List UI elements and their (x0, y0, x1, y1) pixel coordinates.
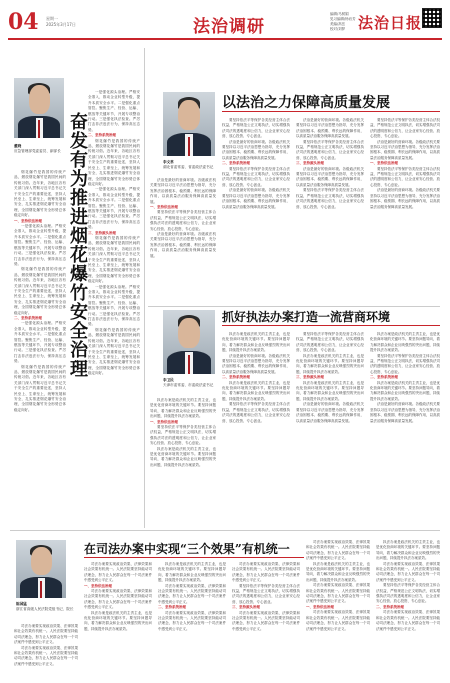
article-1-title: 奋发有为推进烟花爆竹安全治理 (67, 112, 88, 378)
author-photo-4 (16, 540, 66, 598)
author-caption-4: 陈国猛 浙江省高级人民法院党组书记、院长 (16, 602, 74, 611)
article-4-title-rule (84, 557, 304, 558)
article-4-text-col-f: 执法办案是政法机关的主责主业，也是优化营商环境的关键环节。要坚持问题导向，着力解决群众和企业反映强烈的突出问题，持续提升执法办案质效。 司法办案要实现政治效果、法律效果和社会效果有机统一。人民法院要坚持能动司法理念，努力让人民群众在每一个司法案件中感受到公平正义。 要坚持依法平等保护各类经营主体合法权益，严格规范公正文明执法，切实增强执法司法的透明度和公信力，让企业家安心经营、放心投资、专心创业。 二、坚持系统治理 司法办案要实现政治效果、法律效果和社会效果有机统一。人民法院要坚持能动司法理念，努力让人民群众在每一个司法案件中感受到公平正义。 (376, 540, 440, 631)
article-3-text-col-a: 执法办案是政法机关的主责主业，也是优化营商环境的关键环节。要坚持问题导向，着力解决群众和企业反映强烈的突出问题，持续提升执法办案质效。 一、坚持依法治理 要坚持依法平等保护各类经营主体合法权益，严格规范公正文明执法，切实增强执法司法的透明度和公信力，让企业家安心经营、放心投资、专心创业。 执法办案是政法机关的主责主业，也是优化营商环境的关键环节。要坚持问题导向，着力解决群众和企业反映强烈的突出问题，持续提升执法办案质效。 (150, 398, 216, 467)
section-title: 法治调研 (193, 17, 265, 37)
article-3-title: 抓好执法办案打造一流营商环境 (222, 310, 391, 324)
bottom-section-divider (10, 530, 440, 531)
issue-date: 星期一 2025年3月17日 (46, 16, 76, 27)
page-header (8, 6, 442, 42)
article-2-text-col-b: 要坚持依法平等保护各类经营主体合法权益，严格规范公正文明执法，切实增强执法司法的透明度和公信力，让企业家安心经营、放心投资、专心创业。 法治是最好的营商环境。各级政法机关要坚持以习近平法治思想为指导，充分发挥法治固根本、稳预期、利长远的保障作用，以高质量法治服务保障高质量发展。 二、坚持系统治理 要坚持依法平等保护各类经营主体合法权益，严格规范公正文明执法，切实增强执法司法的透明度和公信力，让企业家安心经营、放心投资、专心创业。 法治是最好的营商环境。各级政法机关要坚持以习近平法治思想为指导，充分发挥法治固根本、稳预期、利长远的保障作用，以高质量法治服务保障高质量发展。 (222, 118, 290, 209)
article-2-title-rule (222, 111, 440, 112)
header-rule (8, 38, 442, 40)
article-3-text-col-c: 要坚持依法平等保护各类经营主体合法权益，严格规范公正文明执法，切实增强执法司法的透明度和公信力，让企业家安心经营、放心投资、专心创业。 执法办案是政法机关的主责主业，也是优化营商环境的关键环节。要坚持问题导向，着力解决群众和企业反映强烈的突出问题，持续提升执法办案质效。 三、坚持源头治理 执法办案是政法机关的主责主业，也是优化营商环境的关键环节。要坚持问题导向，着力解决群众和企业反映强烈的突出问题，持续提升执法办案质效。 法治是最好的营商环境。各级政法机关要坚持以习近平法治思想为指导，充分发挥法治固根本、稳预期、利长远的保障作用，以高质量法治服务保障高质量发展。 (296, 332, 364, 423)
article-4-text-col-a: 司法办案要实现政治效果、法律效果和社会效果有机统一。人民法院要坚持能动司法理念，努力让人民群众在每一个司法案件中感受到公平正义。 司法办案要实现政治效果、法律效果和社会效果有机统一。人民法院要坚持能动司法理念，努力让人民群众在每一个司法案件中感受到公平正义。 (14, 624, 78, 666)
section-divider (148, 306, 440, 307)
column-divider (144, 48, 145, 528)
editor-info: 编辑/马树娟 见习编辑/杨岩芳 美编/高岳 校对/刘梦 (330, 12, 356, 31)
article-1-text-col-b: 一是强化源头治理。严格安全准入，推动企业转型升级，提升本质安全水平。二是强化重点管控。聚焦生产、经营、运输、燃放等关键环节，开展专项整治行动。三是强化执法检查。严厉打击非法违法行为，保持高压态势。 二、坚持系统治理 烟花爆竹是我国的传统产品，燃放烟花爆竹是我国民间的传统习俗。近年来，各地区各有关部门深入贯彻习近平总书记关于安全生产的重要论述，坚持人民至上、生命至上，统筹发展和安全，扎实推进烟花爆竹安全治理，全国烟花爆竹安全形势总体稳定向好。 一是强化源头治理。严格安全准入，推动企业转型升级，提升本质安全水平。二是强化重点管控。聚焦生产、经营、运输、燃放等关键环节，开展专项整治行动。三是强化执法检查。严厉打击非法违法行为，保持高压态势。 三、坚持源头治理 烟花爆竹是我国的传统产品，燃放烟花爆竹是我国民间的传统习俗。近年来，各地区各有关部门深入贯彻习近平总书记关于安全生产的重要论述，坚持人民至上、生命至上，统筹发展和安全，扎实推进烟花爆竹安全治理，全国烟花爆竹安全形势总体稳定向好。 一是强化源头治理。严格安全准入，推动企业转型升级，提升本质安全水平。二是强化重点管控。聚焦生产、经营、运输、燃放等关键环节，开展专项整治行动。三是强化执法检查。严厉打击非法违法行为，保持高压态势。 烟花爆竹是我国的传统产品，燃放烟花爆竹是我国民间的传统习俗。近年来，各地区各有关部门深入贯彻习近平总书记关于安全生产的重要论述，坚持人民至上、生命至上，统筹发展和安全，扎实推进烟花爆竹安全治理，全国烟花爆竹安全形势总体稳定向好。 (88, 90, 140, 376)
qr-code-icon (422, 8, 442, 28)
article-2-title: 以法治之力保障高质量发展 (222, 95, 390, 111)
article-3-text-col-d: 执法办案是政法机关的主责主业，也是优化营商环境的关键环节。要坚持问题导向，着力解决群众和企业反映强烈的突出问题，持续提升执法办案质效。 要坚持依法平等保护各类经营主体合法权益，严格规范公正文明执法，切实增强执法司法的透明度和公信力，让企业家安心经营、放心投资、专心创业。 二、坚持系统治理 执法办案是政法机关的主责主业，也是优化营商环境的关键环节。要坚持问题导向，着力解决群众和企业反映强烈的突出问题，持续提升执法办案质效。 法治是最好的营商环境。各级政法机关要坚持以习近平法治思想为指导，充分发挥法治固根本、稳预期、利长远的保障作用，以高质量法治服务保障高质量发展。 (370, 332, 440, 423)
article-2-text-col-c: 法治是最好的营商环境。各级政法机关要坚持以习近平法治思想为指导，充分发挥法治固根本、稳预期、利长远的保障作用，以高质量法治服务保障高质量发展。 要坚持依法平等保护各类经营主体合法权益，严格规范公正文明执法，切实增强执法司法的透明度和公信力，让企业家安心经营、放心投资、专心创业。 三、坚持源头治理 法治是最好的营商环境。各级政法机关要坚持以习近平法治思想为指导，充分发挥法治固根本、稳预期、利长远的保障作用，以高质量法治服务保障高质量发展。 要坚持依法平等保护各类经营主体合法权益，严格规范公正文明执法，切实增强执法司法的透明度和公信力，让企业家安心经营、放心投资、专心创业。 (296, 118, 364, 209)
article-1-text-col-a: 烟花爆竹是我国的传统产品，燃放烟花爆竹是我国民间的传统习俗。近年来，各地区各有关部门深入贯彻习近平总书记关于安全生产的重要论述，坚持人民至上、生命至上，统筹发展和安全，扎实推进烟花爆竹安全治理，全国烟花爆竹安全形势总体稳定向好。 一、坚持依法治理 一是强化源头治理。严格安全准入，推动企业转型升级，提升本质安全水平。二是强化重点管控。聚焦生产、经营、运输、燃放等关键环节，开展专项整治行动。三是强化执法检查。严厉打击非法违法行为，保持高压态势。 烟花爆竹是我国的传统产品，燃放烟花爆竹是我国民间的传统习俗。近年来，各地区各有关部门深入贯彻习近平总书记关于安全生产的重要论述，坚持人民至上、生命至上，统筹发展和安全，扎实推进烟花爆竹安全治理，全国烟花爆竹安全形势总体稳定向好。 二、坚持系统治理 一是强化源头治理。严格安全准入，推动企业转型升级，提升本质安全水平。二是强化重点管控。聚焦生产、经营、运输、燃放等关键环节，开展专项整治行动。三是强化执法检查。严厉打击非法违法行为，保持高压态势。 烟花爆竹是我国的传统产品，燃放烟花爆竹是我国民间的传统习俗。近年来，各地区各有关部门深入贯彻习近平总书记关于安全生产的重要论述，坚持人民至上、生命至上，统筹发展和安全，扎实推进烟花爆竹安全治理，全国烟花爆竹安全形势总体稳定向好。 (14, 170, 66, 412)
author-photo-1 (14, 78, 64, 138)
author-photo-2 (163, 92, 215, 156)
page-number: 04 (8, 9, 39, 35)
article-4-title: 在司法办案中实现“三个效果”有机统一 (84, 542, 290, 556)
article-4-text-col-b: 司法办案要实现政治效果、法律效果和社会效果有机统一。人民法院要坚持能动司法理念，努力让人民群众在每一个司法案件中感受到公平正义。 一、坚持依法治理 司法办案要实现政治效果、法律效果和社会效果有机统一。人民法院要坚持能动司法理念，努力让人民群众在每一个司法案件中感受到公平正义。 执法办案是政法机关的主责主业，也是优化营商环境的关键环节。要坚持问题导向，着力解决群众和企业反映强烈的突出问题，持续提升执法办案质效。 (84, 562, 152, 631)
article-2-text-col-a: 法治是最好的营商环境。各级政法机关要坚持以习近平法治思想为指导，充分发挥法治固根本、稳预期、利长远的保障作用，以高质量法治服务保障高质量发展。 一、坚持依法治理 要坚持依法平等保护各类经营主体合法权益，严格规范公正文明执法，切实增强执法司法的透明度和公信力，让企业家安心经营、放心投资、专心创业。 法治是最好的营商环境。各级政法机关要坚持以习近平法治思想为指导，充分发挥法治固根本、稳预期、利长远的保障作用，以高质量法治服务保障高质量发展。 (150, 178, 216, 258)
newspaper-logo: 法治日报 (358, 14, 423, 32)
author-caption-1: 董晓 应急管理部党委委员、副部长 (14, 144, 61, 153)
author-caption-2: 李文革 湖北省委常委、省委政法委书记 (163, 160, 214, 169)
article-2-text-col-d: 要坚持依法平等保护各类经营主体合法权益，严格规范公正文明执法，切实增强执法司法的透明度和公信力，让企业家安心经营、放心投资、专心创业。 法治是最好的营商环境。各级政法机关要坚持以习近平法治思想为指导，充分发挥法治固根本、稳预期、利长远的保障作用，以高质量法治服务保障高质量发展。 一、坚持依法治理 要坚持依法平等保护各类经营主体合法权益，严格规范公正文明执法，切实增强执法司法的透明度和公信力，让企业家安心经营、放心投资、专心创业。 法治是最好的营商环境。各级政法机关要坚持以习近平法治思想为指导，充分发挥法治固根本、稳预期、利长远的保障作用，以高质量法治服务保障高质量发展。 (370, 118, 440, 209)
article-4-text-col-c: 执法办案是政法机关的主责主业，也是优化营商环境的关键环节。要坚持问题导向，着力解决群众和企业反映强烈的突出问题，持续提升执法办案质效。 司法办案要实现政治效果、法律效果和社会效果有机统一。人民法院要坚持能动司法理念，努力让人民群众在每一个司法案件中感受到公平正义。 二、坚持系统治理 司法办案要实现政治效果、法律效果和社会效果有机统一。人民法院要坚持能动司法理念，努力让人民群众在每一个司法案件中感受到公平正义。 (158, 562, 226, 631)
article-3-text-col-b: 执法办案是政法机关的主责主业，也是优化营商环境的关键环节。要坚持问题导向，着力解决群众和企业反映强烈的突出问题，持续提升执法办案质效。 法治是最好的营商环境。各级政法机关要坚持以习近平法治思想为指导，充分发挥法治固根本、稳预期、利长远的保障作用，以高质量法治服务保障高质量发展。 二、坚持系统治理 执法办案是政法机关的主责主业，也是优化营商环境的关键环节。要坚持问题导向，着力解决群众和企业反映强烈的突出问题，持续提升执法办案质效。 要坚持依法平等保护各类经营主体合法权益，严格规范公正文明执法，切实增强执法司法的透明度和公信力，让企业家安心经营、放心投资、专心创业。 (222, 332, 290, 423)
article-4-text-col-e: 司法办案要实现政治效果、法律效果和社会效果有机统一。人民法院要坚持能动司法理念，努力让人民群众在每一个司法案件中感受到公平正义。 执法办案是政法机关的主责主业，也是优化营商环境的关键环节。要坚持问题导向，着力解决群众和企业反映强烈的突出问题，持续提升执法办案质效。 司法办案要实现政治效果、法律效果和社会效果有机统一。人民法院要坚持能动司法理念，努力让人民群众在每一个司法案件中感受到公平正义。 一、坚持依法治理 司法办案要实现政治效果、法律效果和社会效果有机统一。人民法院要坚持能动司法理念，努力让人民群众在每一个司法案件中感受到公平正义。 (306, 540, 370, 631)
article-4-text-col-d: 司法办案要实现政治效果、法律效果和社会效果有机统一。人民法院要坚持能动司法理念，努力让人民群众在每一个司法案件中感受到公平正义。 要坚持依法平等保护各类经营主体合法权益，严格规范公正文明执法，切实增强执法司法的透明度和公信力，让企业家安心经营、放心投资、专心创业。 三、坚持源头治理 司法办案要实现政治效果、法律效果和社会效果有机统一。人民法院要坚持能动司法理念，努力让人民群众在每一个司法案件中感受到公平正义。 (232, 562, 300, 631)
article-3-title-rule (222, 325, 440, 326)
author-caption-3: 李卫民 天津市委常委、市委政法委书记 (163, 378, 214, 387)
author-photo-3 (163, 310, 215, 374)
